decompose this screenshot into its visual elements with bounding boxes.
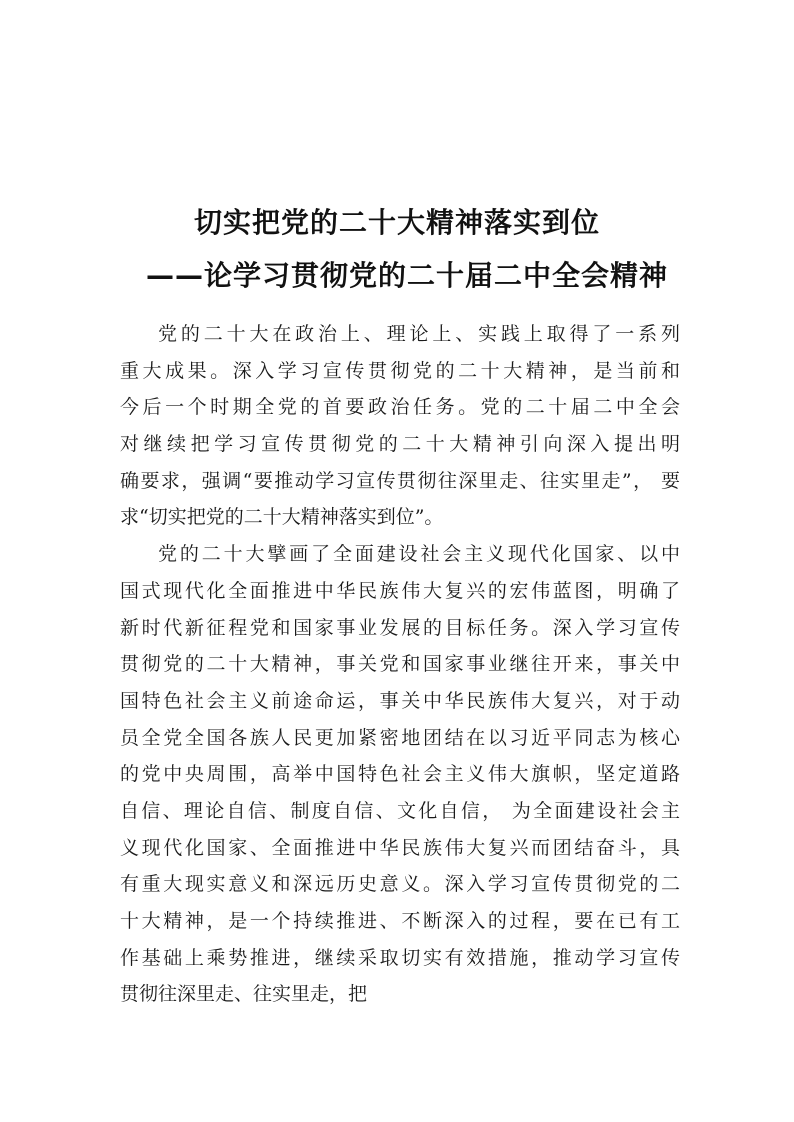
paragraph-line: 对继续把学习宣传贯彻党的二十大精神引向深入提出明 <box>120 433 680 456</box>
document-title: 切实把党的二十大精神落实到位 <box>193 206 600 239</box>
paragraph-line: 作基础上乘势推进，继续采取切实有效措施，推动学习宣传 <box>120 946 680 969</box>
document-subtitle: ——论学习贯彻党的二十届二中全会精神 <box>145 259 668 292</box>
paragraph-line: 党的二十大在政治上、理论上、实践上取得了一系列 <box>158 323 680 345</box>
paragraph-line: 新时代新征程党和国家事业发展的目标任务。深入学习宣传 <box>120 616 680 639</box>
paragraph-line: 员全党全国各族人民更加紧密地团结在以习近平同志为核心 <box>120 726 680 749</box>
paragraph-line: 国式现代化全面推进中华民族伟大复兴的宏伟蓝图，明确了 <box>120 579 680 602</box>
paragraph-line: 贯彻往深里走、往实里走，把 <box>120 983 368 1006</box>
paragraph-line: 有重大现实意义和深远历史意义。深入学习宣传贯彻党的二 <box>120 873 680 896</box>
paragraph-line: 求“切实把党的二十大精神落实到位”。 <box>120 506 444 529</box>
paragraph-line: 十大精神，是一个持续推进、不断深入的过程，要在已有工 <box>120 910 680 932</box>
paragraph-2 <box>120 536 680 1013</box>
paragraph-line: 重大成果。深入学习宣传贯彻党的二十大精神，是当前和 <box>120 359 680 382</box>
paragraph-line: 党的二十大擘画了全面建设社会主义现代化国家、以中 <box>158 543 680 566</box>
paragraph-line: 自信、理论自信、制度自信、文化自信， 为全面建设社会主 <box>120 799 680 822</box>
paragraph-line: 贯彻党的二十大精神，事关党和国家事业继往开来，事关中 <box>120 653 680 676</box>
document-body <box>120 316 680 1013</box>
paragraph-line: 确要求，强调“要推动学习宣传贯彻往深里走、往实里走”， 要 <box>120 469 680 492</box>
paragraph-1 <box>120 316 680 536</box>
paragraph-line: 的党中央周围，高举中国特色社会主义伟大旗帜，坚定道路 <box>120 763 680 786</box>
paragraph-line: 今后一个时期全党的首要政治任务。党的二十届二中全会 <box>120 396 680 419</box>
paragraph-line: 义现代化国家、全面推进中华民族伟大复兴而团结奋斗，具 <box>120 836 680 859</box>
paragraph-line: 国特色社会主义前途命运，事关中华民族伟大复兴，对于动 <box>120 689 680 712</box>
